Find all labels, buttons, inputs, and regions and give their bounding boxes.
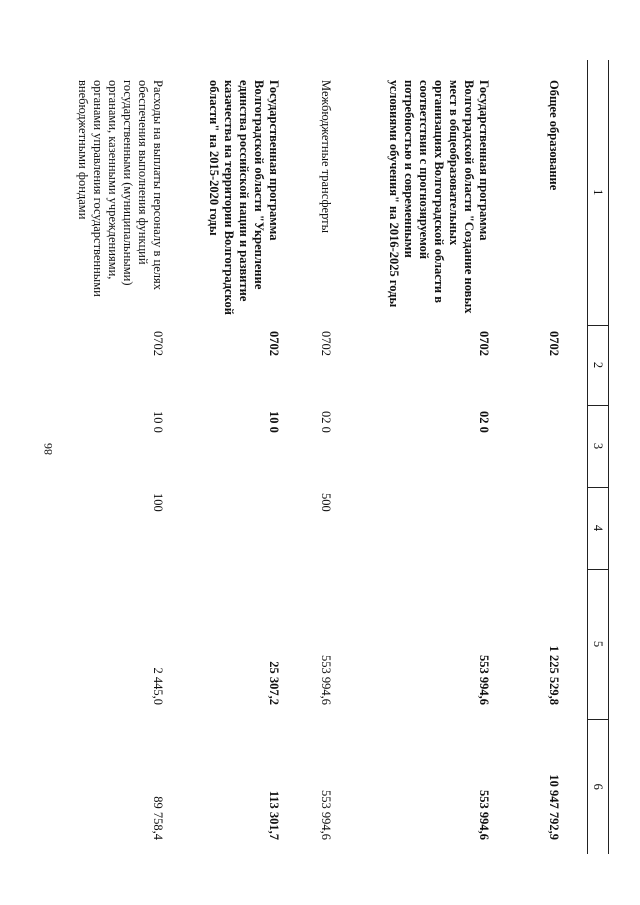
header-col-3: 3 <box>588 405 609 487</box>
row-name: Межбюджетные трансферты <box>319 80 333 234</box>
table-row <box>177 60 291 854</box>
row-program-code: 02 0 <box>319 411 333 433</box>
row-section-code: 0702 <box>267 331 281 356</box>
row-expense-type: 500 <box>319 493 333 512</box>
row-expense-type <box>357 487 503 569</box>
row-program-code: 10 0 <box>267 411 281 433</box>
row-program-code: 10 0 <box>151 411 165 433</box>
row-section-code: 0702 <box>547 331 561 356</box>
row-section-code: 0702 <box>151 331 165 356</box>
header-col-1: 1 <box>588 60 609 325</box>
row-amount-col6: 553 994,6 <box>319 790 333 840</box>
row-program-code <box>503 405 588 487</box>
row-section-code: 0702 <box>319 331 333 356</box>
header-col-6: 6 <box>588 719 609 854</box>
row-amount-col5: 25 307,2 <box>267 661 281 705</box>
table-row <box>291 60 357 854</box>
row-amount-col6: 89 758,4 <box>151 796 165 840</box>
row-expense-type <box>503 487 588 569</box>
budget-table <box>61 60 609 854</box>
row-name: Государственная программа Волгоградской области "Создание новых мест в общеобразовательных организациях Волгоградской области в соответствии с прогнозируемой потребностью и современными условиями обучения" на 2016-2025 годы <box>387 80 491 314</box>
row-section-code: 0702 <box>477 331 491 356</box>
row-expense-type <box>177 487 291 569</box>
table-row <box>61 60 177 854</box>
row-amount-col6: 113 301,7 <box>267 790 281 840</box>
row-amount-col6: 10 947 792,9 <box>547 774 561 840</box>
header-col-4: 4 <box>588 487 609 569</box>
row-amount-col5: 553 994,6 <box>319 655 333 705</box>
page-number: 86 <box>41 443 55 455</box>
row-amount-col5: 2 445,0 <box>151 667 165 705</box>
table-header-row <box>588 60 609 854</box>
row-name: Государственная программа Волгоградской области "Укрепление единства российской нации и развитие казачества на территории Волгоградской области" на 2015-2020 годы <box>207 80 281 315</box>
row-amount-col5: 1 225 529,8 <box>547 645 561 705</box>
row-name: Расходы на выплаты персоналу в целях обеспечения выполнения функций государственными (муниципальными) органами, казенными учреждениями, органами управления государственными внебюджетными фондами <box>76 80 165 297</box>
table-row <box>357 60 503 854</box>
row-name: Общее образование <box>547 80 561 191</box>
header-col-2: 2 <box>588 325 609 405</box>
row-amount-col5: 553 994,6 <box>477 655 491 705</box>
table-row <box>503 60 588 854</box>
row-expense-type: 100 <box>151 493 165 512</box>
row-amount-col6: 553 994,6 <box>477 790 491 840</box>
row-program-code: 02 0 <box>477 411 491 433</box>
header-col-5: 5 <box>588 569 609 719</box>
rotated-page-content <box>76 60 609 854</box>
